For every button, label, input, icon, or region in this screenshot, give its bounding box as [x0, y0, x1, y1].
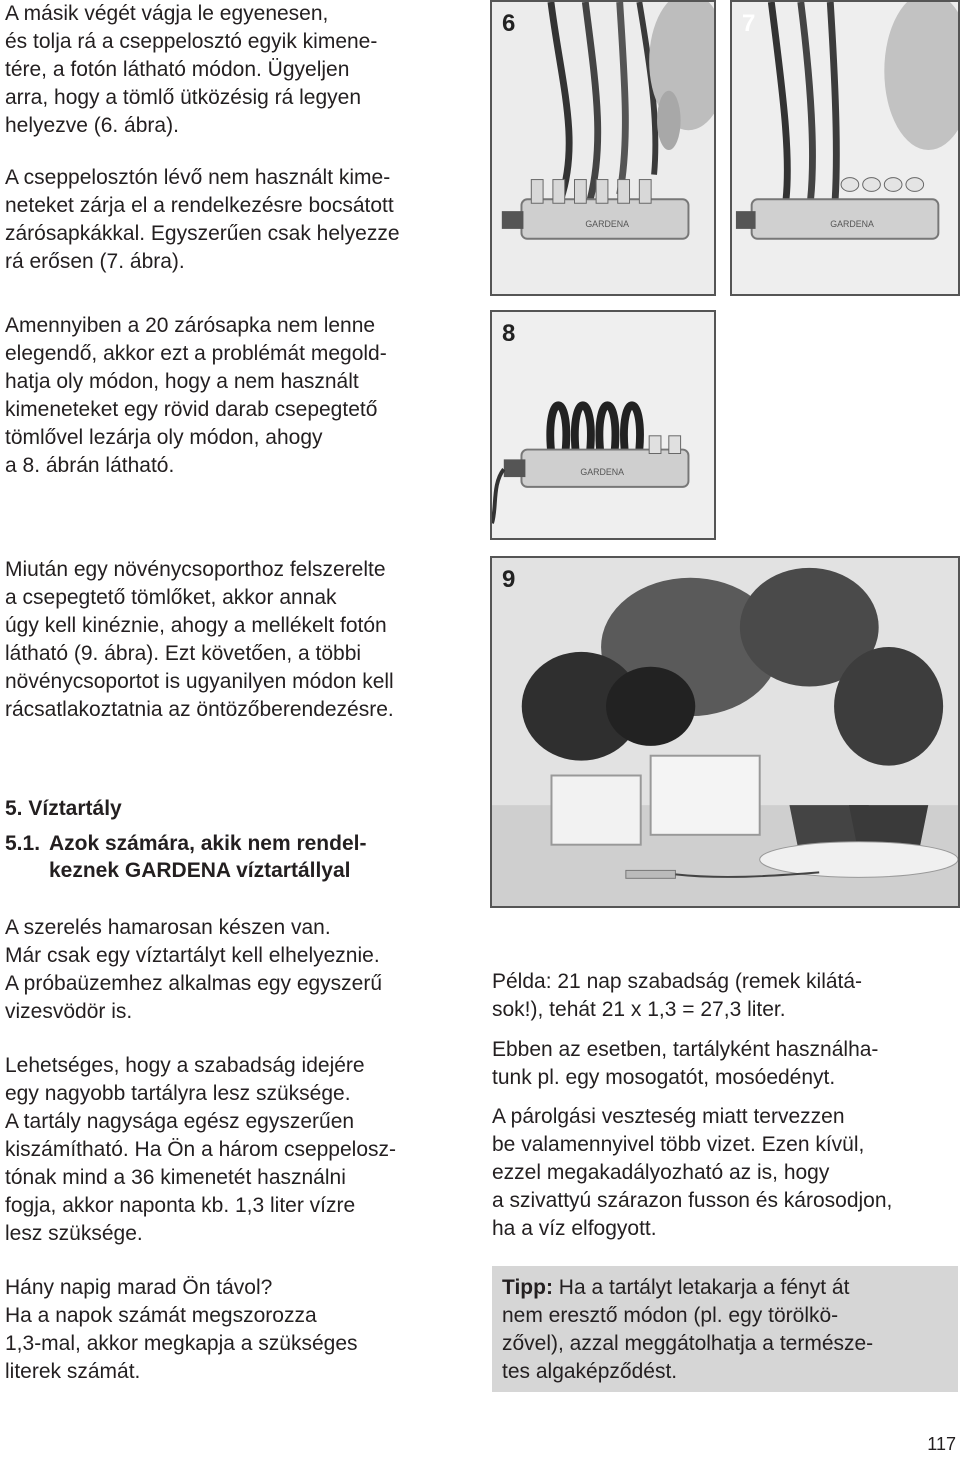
- paragraph-plant-group: Miután egy növénycsoporthoz felszerelte a csepegtető tömlőket, akkor annak úgy kell kinéznie, ahogy a mellékelt fotón látható (9. ábra). Ezt követően, a többi növénycsoportot is ugyanilyen módon kell rácsatlakoztatnia az öntözőberendezésre.: [5, 558, 394, 721]
- tip-box: [492, 1266, 958, 1392]
- figure-7-illustration: [732, 2, 958, 294]
- figure-6-number: 6: [502, 10, 516, 37]
- section-heading: 5. Víztartály: [5, 797, 122, 820]
- page-number: 117: [927, 1434, 956, 1454]
- fig7-brand: GARDENA: [830, 218, 874, 229]
- paragraph-extra-caps: Amennyiben a 20 zárósapka nem lenne elegendő, akkor ezt a problémát megold- hatja oly módon, hogy a nem használt kimeneteket egy rövid darab csepegtető tömlővel lezárja oly módon, ahogy a 8. ábrán látható.: [5, 314, 387, 477]
- paragraph-almost-ready: A szerelés hamarosan készen van. Már csak egy víztartályt kell elhelyeznie. A próbaüzemhez alkalmas egy egyszerű vizesvödör is.: [5, 916, 383, 1023]
- sub-heading-line-2: keznek GARDENA víztartállyal: [49, 859, 351, 882]
- figure-9-illustration: [492, 558, 958, 906]
- figure-9-number: 9: [502, 566, 516, 593]
- paragraph-evaporation: A párolgási veszteség miatt tervezzen be valamennyivel több vizet. Ezen kívül, ezzel megakadályozható az is, hogy a szivattyú szárazon fusson és károsodjon, ha a víz elfogyott.: [492, 1105, 893, 1240]
- tip-paragraph: [492, 1266, 958, 1386]
- figure-7-photo: [730, 0, 960, 296]
- sub-heading-line-1: Azok számára, akik nem rendel-: [49, 832, 367, 855]
- figure-8-number: 8: [502, 320, 516, 347]
- tip-label: Tipp:: [502, 1276, 553, 1299]
- paragraph-tank-size: Lehetséges, hogy a szabadság idejére egy nagyobb tartályra lesz szüksége. A tartály nagysága egész egyszerűen kiszámítható. Ha Ön a három cseppelosz- tónak mind a 36 kimenetét használni fogja, akkor naponta kb. 1,3 liter vízre lesz szüksége.: [5, 1054, 397, 1245]
- paragraph-attach-hose: A másik végét vágja le egyenesen, és tolja rá a cseppelosztó egyik kimene- tére, a fotón látható módon. Ügyeljen arra, hogy a tömlő ütközésig rá legyen helyezve (6. ábra).: [5, 2, 378, 137]
- fig8-brand: GARDENA: [580, 467, 625, 478]
- figure-9-photo: [490, 556, 960, 908]
- figure-8-illustration: [492, 312, 714, 538]
- paragraph-close-outlets: A cseppelosztón lévő nem használt kime- neteket zárja el a rendelkezésre bocsátott zárósapkákkal. Egyszerűen csak helyezze rá erősen (7. ábra).: [5, 166, 400, 273]
- paragraph-days-away: Hány napig marad Ön távol? Ha a napok számát megszorozza 1,3-mal, akkor megkapja a szükséges literek számát.: [5, 1276, 358, 1383]
- fig6-brand: GARDENA: [585, 218, 629, 229]
- tip-text: Ha a tartályt letakarja a fényt át nem eresztő módon (pl. egy törölkö- zővel), azzal meggátolhatja a természe- tes algaképződést.: [502, 1276, 874, 1383]
- figure-8-photo: [490, 310, 716, 540]
- figure-7-number: 7: [742, 10, 756, 37]
- figure-6-illustration: [492, 2, 714, 294]
- paragraph-example: Példa: 21 nap szabadság (remek kilátá- sok!), tehát 21 x 1,3 = 27,3 liter.: [492, 970, 863, 1021]
- sub-heading-number: 5.1.: [5, 832, 41, 855]
- paragraph-sink-tub: Ebben az esetben, tartályként használha- tunk pl. egy mosogatót, mosóedényt.: [492, 1038, 879, 1089]
- figure-6-photo: [490, 0, 716, 296]
